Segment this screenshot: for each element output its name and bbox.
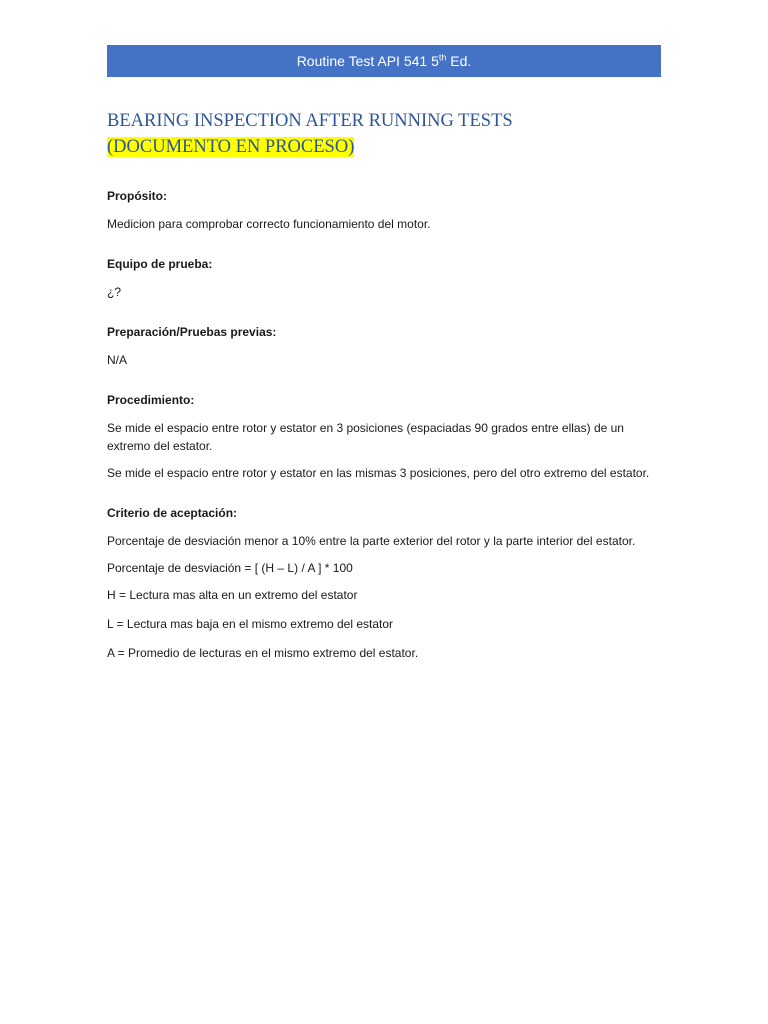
criterio-formula: Porcentaje de desviación = [ (H – L) / A ] * 100	[107, 561, 353, 575]
document-body	[107, 187, 655, 662]
header-bar	[107, 45, 661, 77]
section-heading-procedimiento: Procedimiento:	[107, 393, 195, 407]
section-text-equipo: ¿?	[107, 285, 122, 299]
header-title-sup: th	[438, 52, 447, 63]
criterio-definition-l: L = Lectura mas baja en el mismo extremo del estator	[107, 617, 394, 631]
header-title	[297, 53, 472, 69]
section-heading-preparacion: Preparación/Pruebas previas:	[107, 325, 277, 339]
criterio-definition-a: A = Promedio de lecturas en el mismo extremo del estator.	[107, 646, 419, 660]
document-title-line1: BEARING INSPECTION AFTER RUNNING TESTS	[107, 111, 513, 131]
section-heading-equipo: Equipo de prueba:	[107, 257, 213, 271]
document-title	[107, 108, 667, 160]
criterio-paragraph-1: Porcentaje de desviación menor a 10% entre la parte exterior del rotor y la parte interior del estator.	[107, 534, 636, 548]
header-title-suffix: Ed.	[446, 53, 472, 69]
criterio-definition-h: H = Lectura mas alta en un extremo del estator	[107, 588, 358, 602]
procedimiento-paragraph-2: Se mide el espacio entre rotor y estator en las mismas 3 posiciones, pero del otro extremo del estator.	[107, 466, 650, 480]
section-heading-proposito: Propósito:	[107, 189, 167, 203]
section-heading-criterio: Criterio de aceptación:	[107, 506, 238, 520]
section-text-preparacion: N/A	[107, 353, 128, 367]
document-title-status: (DOCUMENTO EN PROCESO)	[107, 137, 355, 157]
procedimiento-paragraph-1: Se mide el espacio entre rotor y estator en 3 posiciones (espaciadas 90 grados entre ellas) de un extremo del estator.	[107, 421, 624, 453]
header-title-prefix: Routine Test API 541 5	[296, 53, 439, 69]
section-text-proposito: Medicion para comprobar correcto funcionamiento del motor.	[107, 217, 431, 231]
